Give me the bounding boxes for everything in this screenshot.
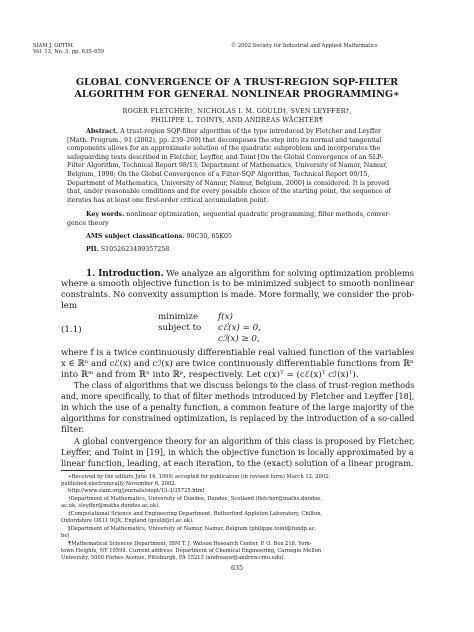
footnote-line: ¶Mathematical Sciences Department, IBM T. J. Watson Research Center, P. O. Box 218, York- [68,541,312,547]
ams-value: 90C30, 65K05 [186,233,233,240]
abstract-line: Filter Algorithm, Technical Report 98/13, Department of Mathematics, University of Namur, Namur, [67,162,388,170]
body-text-line: where a smooth objective function is to be minimized subject to smooth nonlinear [61,279,415,289]
body-text-line: filter. [61,425,85,435]
abstract-line: iterates has at least one first-order critical accumulation point. [67,196,269,204]
footnote-line: town Heights, NY 10598. Current address: Department of Chemical Engineering, Carnegie Mellon [61,548,322,554]
journal-name: SIAM J. OPTIM. [33,43,75,49]
authors-line-1: ROGER FLETCHER†, NICHOLAS I. M. GOULD‡, SVEN LEYFFER†, [122,107,352,115]
paper-title-line-2: ALGORITHM FOR GENERAL NONLINEAR PROGRAMMING∗ [74,89,400,100]
body-text-line: algorithms for constrained optimization, is replaced by the introduction of a so-called [61,414,415,424]
equation-number: (1.1) [61,325,82,335]
footnote-line: ‡Computational Science and Engineering Department, Rutherford Appleton Laboratory, Chilton, [68,511,323,517]
body-text-line: x ∈ ℝⁿ and cℰ(x) and cℐ(x) are twice continuously differentiable functions from ℝⁿ [61,359,414,369]
equation-inequality-constraint: cℐ(x) ≥ 0, [218,334,260,344]
footnote-divider [61,470,145,471]
abstract-line: safeguarding tests described in Fletcher, Leyffer, and Toint [On the Global Convergence of an SLP- [67,153,383,161]
equation-objective: f(x) [218,312,233,322]
keywords-text-line-2: gence theory [67,219,109,227]
body-text-line: lem [61,301,78,311]
abstract-line: that, under reasonable conditions and for every possible choice of the starting point, the sequence of [67,188,391,196]
ams-label: AMS subject classifications. [86,233,185,240]
footnote-line: ∗Received by the editors June 14, 1999; accepted for publication (in revised form) March 12, 2002; [68,474,331,480]
body-text-line: linear function, leading, at each iteration, to the (exact) solution of a linear program. [61,459,414,469]
equation-equality-constraint: cℰ(x) = 0, [218,323,261,333]
keywords-text: nonlinear optimization, sequential quadratic programming, filter methods, conver- [126,211,391,218]
footnote-line: §Department of Mathematics, University of Namur, Namur, Belgium (philippe.toint@fundp.ac. [68,526,317,532]
abstract-line: Belgium, 1998; On the Global Convergence of a Filter-SQP Algorithm, Technical Report 00/15, [67,171,370,178]
journal-volume: Vol. 13, No. 3, pp. 635–659 [33,49,105,55]
abstract-line: A trust-region SQP-filter algorithm of the type introduced by Fletcher and Leyffer [120,128,382,135]
ams-classification [86,233,232,242]
equation-subject-to-label: subject to [158,323,202,333]
body-text-line: and, more specifically, to that of filter methods introduced by Fletcher and Leyffer [18], [61,392,415,402]
footnote-line: †Department of Mathematics, University of Dundee, Dundee, Scotland (fletcher@maths.dundee. [68,496,323,502]
authors-line-2: PHILIPPE L. TOINT§, AND ANDREAS WÄCHTER¶ [150,116,324,124]
pii [86,246,169,255]
body-text-line: Leyffer, and Toint in [19], in which the objective function is locally approximated by a [61,448,414,458]
body-text-line: The class of algorithms that we discuss belongs to the class of trust-region methods [74,381,415,391]
abstract-line: Department of Mathematics, University of Namur, Namur, Belgium, 2000] is considered. It is proved [67,179,390,187]
body-text-line: A global convergence theory for an algorithm of this class is proposed by Fletcher, [74,437,415,447]
paper-title-line-1: GLOBAL CONVERGENCE OF A TRUST-REGION SQP-FILTER [75,77,399,88]
body-text-line: constraints. No convexity assumption is made. More formally, we consider the prob- [61,290,415,300]
keywords-label: Key words. [86,211,125,218]
footnote-line: Oxfordshire OX11 0QX, England (gould@rl.ac.uk). [61,518,194,524]
keywords-first-line [86,211,391,220]
body-text-line: into ℝᵐ and from ℝⁿ into ℝᵖ, respectively. Let c(x)ᵀ = (cℰ(x)ᵀ cℐ(x)ᵀ). [61,370,359,380]
body-text-line: in which the use of a penalty function, a common feature of the large majority of the [61,403,414,413]
pii-label: PII. [86,246,99,253]
equation-minimize-label: minimize [158,312,199,322]
body-text-line: We analyze an algorithm for solving optimization problems [166,269,414,279]
page-number: 635 [230,565,244,572]
footnote-line: be). [61,533,72,539]
section-heading: 1. Introduction. [86,268,164,279]
footnote-url[interactable]: http://www.siam.org/journals/siopt/13-3/35725.html [68,488,205,494]
footnote-line: published electronically November 6, 2002. [61,481,177,487]
abstract-line: components allows for an approximate solution of the quadratic subproblem and incorporates the [67,145,381,153]
abstract-line: [Math. Program., 91 (2002), pp. 239–269] that decomposes the step into its normal and tangential [67,136,382,144]
copyright-notice: © 2002 Society for Industrial and Applied Mathematics [231,43,378,49]
footnote-line: University, 5000 Forbes Avenue, Pittsburgh, PA 15213 (andreasw@andrew.cmu.edu). [61,555,286,561]
footnote-line: ac.uk, sleyffer@maths.dundee.ac.uk). [61,503,160,509]
pii-value: S1052623499357258 [100,246,170,253]
abstract-label: Abstract. [86,128,119,135]
abstract-first-line [86,128,381,137]
body-text-line: where f is a twice continuously differentiable real valued function of the variables [61,348,415,358]
